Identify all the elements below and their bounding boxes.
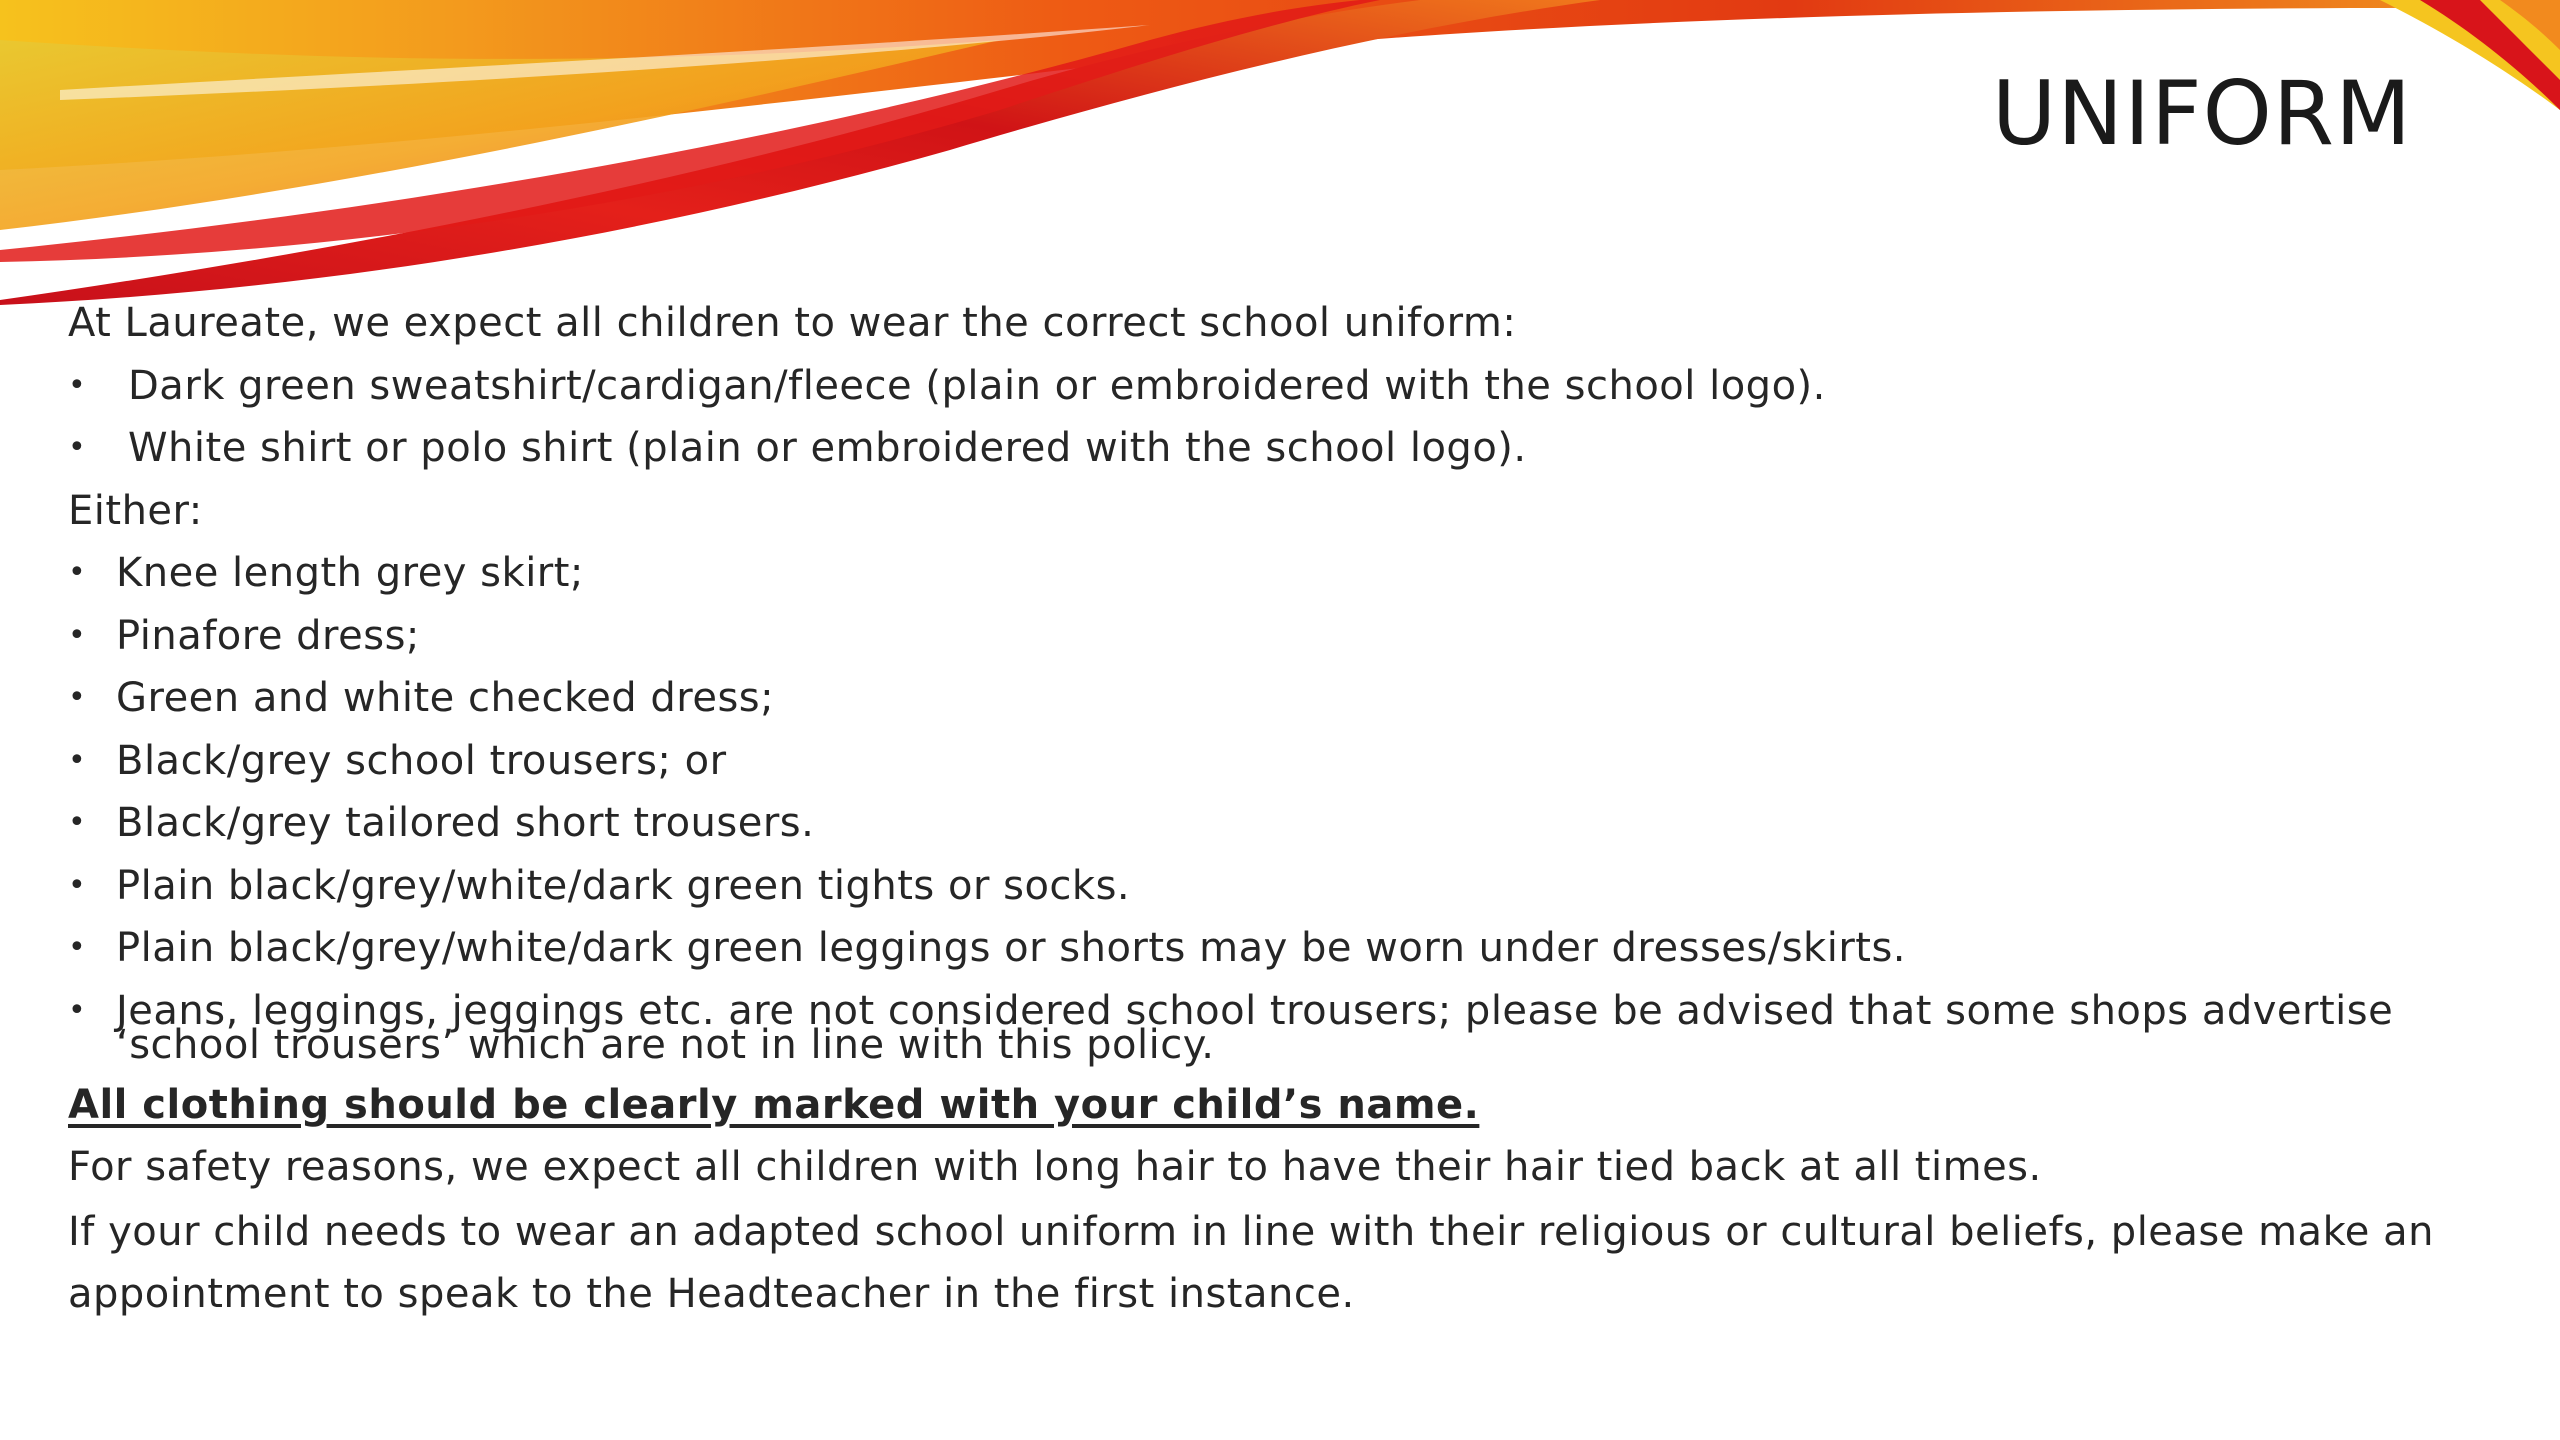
slide-title: UNIFORM	[1991, 62, 2412, 165]
list-item	[68, 919, 2448, 982]
bullet-icon: •	[68, 367, 87, 403]
list-item	[68, 732, 2448, 795]
list-item	[68, 607, 2448, 670]
bullet-icon: •	[68, 555, 87, 590]
bullet-icon: •	[68, 930, 87, 965]
bullet-icon: •	[68, 867, 87, 903]
list-item-text: Pinafore dress;	[116, 612, 420, 659]
list-item	[68, 794, 2448, 857]
list-item	[68, 669, 2448, 732]
bullet-icon: •	[68, 430, 87, 465]
list-item	[68, 982, 2448, 1076]
intro-text: At Laureate, we expect all children to wear the correct school uniform:	[68, 300, 1517, 346]
list-item-text: Black/grey school trousers; or	[116, 737, 727, 784]
list-item-text: Plain black/grey/white/dark green tights or socks.	[116, 862, 1131, 909]
list-item	[68, 544, 2448, 607]
list-item-text: Black/grey tailored short trousers.	[116, 800, 815, 846]
bullet-icon: •	[68, 617, 87, 653]
bullet-icon: •	[68, 805, 87, 840]
marking-note	[68, 1076, 2448, 1139]
list-item	[68, 419, 2448, 482]
list-item	[68, 857, 2448, 920]
bullet-icon: •	[68, 742, 87, 778]
adapted-uniform-note: If your child needs to wear an adapted school uniform in line with their religious or cultural beliefs, please make an appointment to speak to the Headteacher in the first instance.	[68, 1208, 2434, 1317]
either-label: Either:	[68, 487, 203, 534]
marking-note-text: All clothing should be clearly marked with your child’s name.	[68, 1081, 1480, 1128]
list-item-text: Plain black/grey/white/dark green leggings or shorts may be worn under dresses/skirts.	[116, 925, 1907, 971]
list-item-text: Green and white checked dress;	[116, 675, 775, 721]
list-item-text: Dark green sweatshirt/cardigan/fleece (plain or embroidered with the school logo).	[128, 362, 1826, 409]
list-item	[68, 357, 2448, 420]
bullet-icon: •	[68, 680, 87, 715]
bullet-icon: •	[68, 992, 87, 1028]
hair-note: For safety reasons, we expect all children with long hair to have their hair tied back at all times.	[68, 1144, 2042, 1190]
list-item-text: Knee length grey skirt;	[116, 550, 584, 596]
list-item-text: White shirt or polo shirt (plain or embroidered with the school logo).	[128, 425, 1527, 471]
list-item-text: Jeans, leggings, jeggings etc. are not considered school trousers; please be advised that some shops advertise ‘school trousers’ which are not in line with this policy.	[116, 987, 2394, 1068]
slide-body	[68, 294, 2448, 1326]
